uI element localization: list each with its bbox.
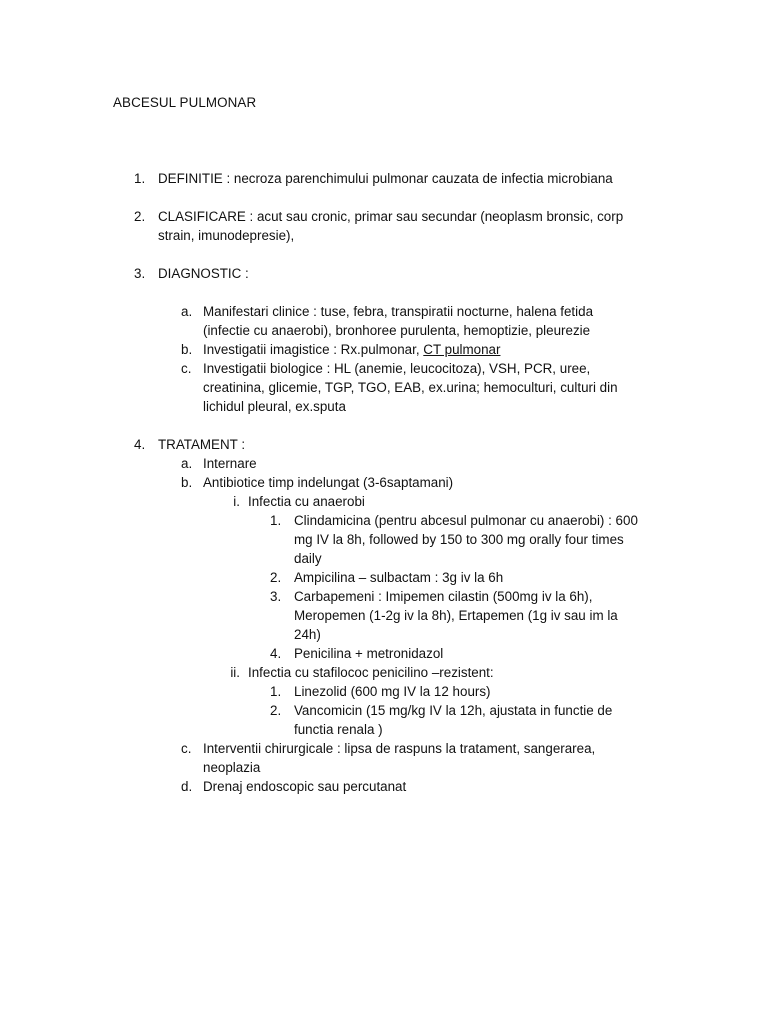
- list-marker: 1.: [270, 684, 282, 699]
- list-marker: b.: [181, 342, 193, 357]
- list-marker: a.: [181, 304, 193, 319]
- list-marker: ii.: [230, 665, 240, 680]
- penicilina-text: Penicilina + metronidazol: [294, 646, 444, 661]
- clinical-manifestations-text: (infectie cu anaerobi), bronhoree purulenta, hemoptizie, pleurezie: [203, 323, 591, 338]
- list-marker: 4.: [134, 437, 146, 452]
- clindamicina-text: mg IV la 8h, followed by 150 to 300 mg orally four times: [294, 532, 624, 547]
- clinical-manifestations-text: Manifestari clinice : tuse, febra, transpiratii nocturne, halena fetida: [203, 304, 594, 319]
- list-marker: c.: [181, 361, 192, 376]
- list-marker: 4.: [270, 646, 282, 661]
- antibiotics-text: Antibiotice timp indelungat (3-6saptamani): [203, 475, 454, 490]
- list-marker: 3.: [134, 266, 146, 281]
- ct-pulmonar-link[interactable]: CT pulmonar: [423, 342, 501, 357]
- list-marker: 2.: [134, 209, 146, 224]
- list-marker: a.: [181, 456, 193, 471]
- treatment-heading: TRATAMENT :: [158, 437, 246, 452]
- linezolid-text: Linezolid (600 mg IV la 12 hours): [294, 684, 491, 699]
- list-marker: c.: [181, 741, 192, 756]
- imaging-investigations-text: [203, 340, 500, 359]
- drainage-text: Drenaj endoscopic sau percutanat: [203, 779, 407, 794]
- vancomicin-text: functia renala ): [294, 722, 383, 737]
- biological-investigations-text: creatinina, glicemie, TGP, TGO, EAB, ex.urina; hemoculturi, culturi din: [203, 380, 618, 395]
- ampicilina-text: Ampicilina – sulbactam : 3g iv la 6h: [294, 570, 504, 585]
- imaging-prefix: Investigatii imagistice : Rx.pulmonar,: [203, 342, 424, 357]
- diagnostic-heading: DIAGNOSTIC :: [158, 266, 249, 281]
- list-marker: i.: [233, 494, 240, 509]
- surgical-interventions-text: Interventii chirurgicale : lipsa de raspuns la tratament, sangerarea,: [203, 741, 596, 756]
- classification-text: CLASIFICARE : acut sau cronic, primar sau secundar (neoplasm bronsic, corp: [158, 209, 624, 224]
- surgical-interventions-text: neoplazia: [203, 760, 261, 775]
- carbapenemi-text: 24h): [294, 627, 321, 642]
- list-marker: 1.: [270, 513, 282, 528]
- list-marker: 1.: [134, 171, 146, 186]
- biological-investigations-text: Investigatii biologice : HL (anemie, leucocitoza), VSH, PCR, uree,: [203, 361, 591, 376]
- hospitalization-text: Internare: [203, 456, 257, 471]
- clindamicina-text: Clindamicina (pentru abcesul pulmonar cu anaerobi) : 600: [294, 513, 638, 528]
- list-marker: b.: [181, 475, 193, 490]
- definition-text: DEFINITIE : necroza parenchimului pulmonar cauzata de infectia microbiana: [158, 171, 613, 186]
- clindamicina-text: daily: [294, 551, 322, 566]
- carbapenemi-text: Carbapemeni : Imipemen cilastin (500mg iv la 6h),: [294, 589, 593, 604]
- document-title: ABCESUL PULMONAR: [113, 95, 257, 110]
- carbapenemi-text: Meropemen (1-2g iv la 8h), Ertapemen (1g iv sau im la: [294, 608, 618, 623]
- list-marker: 2.: [270, 570, 282, 585]
- classification-text: strain, imunodepresie),: [158, 228, 295, 243]
- staphylococcus-infection-text: Infectia cu stafilococ penicilino –rezistent:: [248, 665, 494, 680]
- list-marker: 2.: [270, 703, 282, 718]
- anaerobic-infection-text: Infectia cu anaerobi: [248, 494, 365, 509]
- vancomicin-text: Vancomicin (15 mg/kg IV la 12h, ajustata in functie de: [294, 703, 613, 718]
- biological-investigations-text: lichidul pleural, ex.sputa: [203, 399, 346, 414]
- list-marker: d.: [181, 779, 193, 794]
- list-marker: 3.: [270, 589, 282, 604]
